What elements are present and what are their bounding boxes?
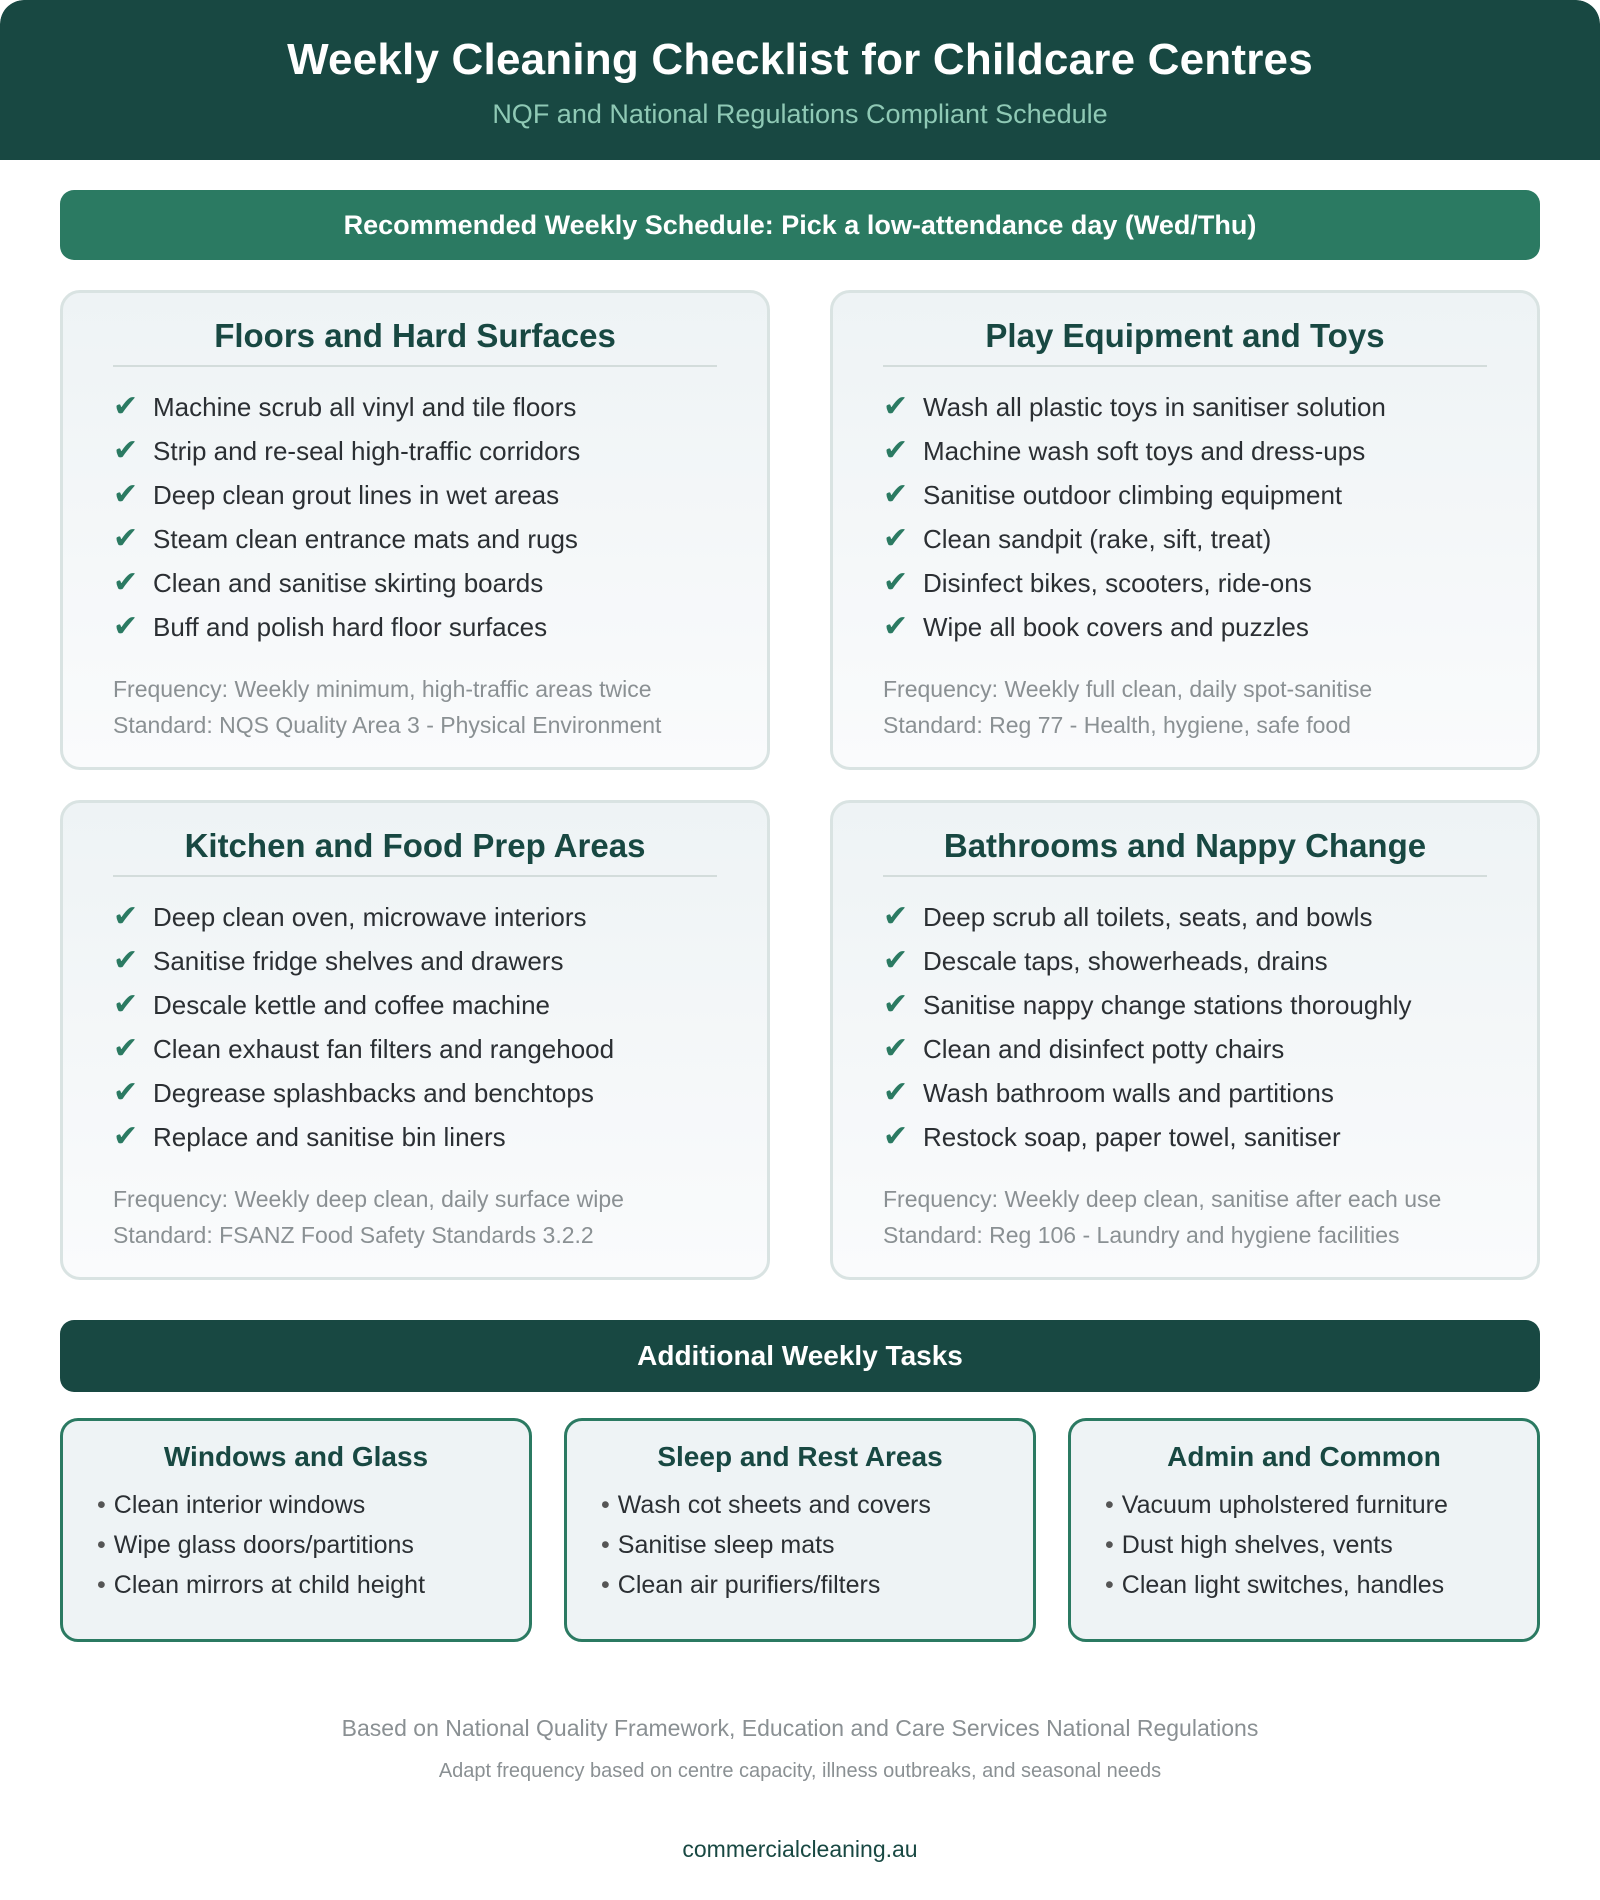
task-label: Clean light switches, handles [1121, 1571, 1445, 1599]
list-item [113, 429, 717, 473]
check-icon: ✔ [883, 565, 909, 600]
list-item [883, 1115, 1487, 1159]
bullet-dot: • [601, 1531, 610, 1559]
task-label: Clean interior windows [113, 1491, 366, 1519]
task-label: Descale kettle and coffee machine [153, 990, 550, 1020]
task-label: Degrease splashbacks and benchtops [153, 1078, 594, 1108]
check-icon: ✔ [883, 987, 909, 1022]
check-icon: ✔ [883, 1119, 909, 1154]
task-list [113, 895, 717, 1159]
task-label: Strip and re-seal high-traffic corridors [153, 436, 581, 466]
list-item [113, 385, 717, 429]
list-item [601, 1485, 999, 1525]
standard-text: Standard: NQS Quality Area 3 - Physical Environment [113, 712, 662, 738]
bullet-dot: • [601, 1491, 610, 1519]
task-label: Descale taps, showerheads, drains [923, 946, 1328, 976]
list-item [883, 939, 1487, 983]
bullet-dot: • [1105, 1531, 1114, 1559]
list-item [883, 429, 1487, 473]
task-label: Wipe all book covers and puzzles [923, 612, 1309, 642]
box-title: Admin and Common [1167, 1441, 1441, 1472]
list-item [113, 1115, 717, 1159]
task-list [113, 385, 717, 649]
task-label: Wash all plastic toys in sanitiser solution [923, 392, 1386, 422]
check-icon: ✔ [883, 477, 909, 512]
check-icon: ✔ [883, 943, 909, 978]
list-item [601, 1565, 999, 1605]
task-label: Clean sandpit (rake, sift, treat) [923, 524, 1272, 554]
check-icon: ✔ [883, 433, 909, 468]
list-item [883, 1071, 1487, 1115]
check-icon: ✔ [883, 389, 909, 424]
page-subtitle: NQF and National Regulations Compliant Schedule [492, 99, 1108, 129]
card-meta [883, 1181, 1487, 1253]
standard-text: Standard: FSANZ Food Safety Standards 3.2.2 [113, 1222, 594, 1248]
card-title: Floors and Hard Surfaces [113, 317, 717, 367]
check-icon: ✔ [113, 477, 139, 512]
task-label: Buff and polish hard floor surfaces [153, 612, 548, 642]
task-label: Sanitise nappy change stations thoroughly [923, 990, 1412, 1020]
list-item [113, 895, 717, 939]
bullet-dot: • [97, 1571, 106, 1599]
list-item [883, 473, 1487, 517]
card-floors [60, 290, 770, 770]
check-icon: ✔ [113, 987, 139, 1022]
task-label: Machine scrub all vinyl and tile floors [153, 392, 577, 422]
task-label: Vacuum upholstered furniture [1121, 1491, 1448, 1519]
card-title: Bathrooms and Nappy Change [883, 827, 1487, 877]
bullet-dot: • [1105, 1491, 1114, 1519]
list-item [113, 1071, 717, 1115]
list-item [113, 605, 717, 649]
bullet-dot: • [601, 1571, 610, 1599]
task-label: Clean exhaust fan filters and rangehood [153, 1034, 615, 1064]
task-label: Steam clean entrance mats and rugs [153, 524, 578, 554]
list-item [113, 473, 717, 517]
task-label: Clean air purifiers/filters [617, 1571, 881, 1599]
check-icon: ✔ [113, 433, 139, 468]
page-header [0, 0, 1600, 160]
check-icon: ✔ [113, 1075, 139, 1110]
task-label: Deep clean grout lines in wet areas [153, 480, 560, 510]
bullet-dot: • [97, 1531, 106, 1559]
check-icon: ✔ [883, 1031, 909, 1066]
list-item [113, 939, 717, 983]
check-icon: ✔ [113, 565, 139, 600]
page-title: Weekly Cleaning Checklist for Childcare Centres [287, 35, 1313, 84]
task-label: Wash bathroom walls and partitions [923, 1078, 1334, 1108]
standard-text: Standard: Reg 106 - Laundry and hygiene facilities [883, 1222, 1400, 1248]
bullet-dot: • [1105, 1571, 1114, 1599]
task-label: Sanitise fridge shelves and drawers [153, 946, 564, 976]
card-meta [883, 671, 1487, 743]
footer-website: commercialcleaning.au [682, 1836, 918, 1862]
list-item [883, 895, 1487, 939]
list-item [883, 605, 1487, 649]
check-icon: ✔ [113, 389, 139, 424]
card-meta [113, 1181, 717, 1253]
task-list [883, 895, 1487, 1159]
footer-note: Adapt frequency based on centre capacity, illness outbreaks, and seasonal needs [438, 1760, 1162, 1782]
box-title: Sleep and Rest Areas [657, 1441, 943, 1472]
box-windows [60, 1418, 532, 1642]
check-icon: ✔ [883, 609, 909, 644]
list-item [883, 385, 1487, 429]
list-item [601, 1525, 999, 1565]
task-label: Restock soap, paper towel, sanitiser [923, 1122, 1341, 1152]
task-label: Clean and disinfect potty chairs [923, 1034, 1285, 1064]
list-item [113, 983, 717, 1027]
schedule-banner: Recommended Weekly Schedule: Pick a low-attendance day (Wed/Thu) [60, 190, 1540, 260]
card-title: Kitchen and Food Prep Areas [113, 827, 717, 877]
task-label: Sanitise outdoor climbing equipment [923, 480, 1343, 510]
task-label: Disinfect bikes, scooters, ride-ons [923, 568, 1312, 598]
card-kitchen [60, 800, 770, 1280]
list-item [113, 1027, 717, 1071]
footer-source: Based on National Quality Framework, Education and Care Services National Regulations [341, 1715, 1259, 1741]
list-item [113, 517, 717, 561]
task-label: Replace and sanitise bin liners [153, 1122, 506, 1152]
task-list [883, 385, 1487, 649]
check-icon: ✔ [113, 1119, 139, 1154]
list-item [97, 1525, 495, 1565]
task-label: Wash cot sheets and covers [617, 1491, 931, 1519]
additional-tasks-banner: Additional Weekly Tasks [60, 1320, 1540, 1392]
list-item [97, 1565, 495, 1605]
task-label: Dust high shelves, vents [1121, 1531, 1393, 1559]
task-label: Deep clean oven, microwave interiors [153, 902, 587, 932]
task-label: Deep scrub all toilets, seats, and bowls [923, 902, 1373, 932]
task-list [1105, 1485, 1503, 1605]
check-icon: ✔ [883, 521, 909, 556]
task-label: Wipe glass doors/partitions [113, 1531, 414, 1559]
task-label: Clean and sanitise skirting boards [153, 568, 544, 598]
frequency-text: Frequency: Weekly full clean, daily spot-sanitise [883, 676, 1373, 702]
frequency-text: Frequency: Weekly deep clean, sanitise after each use [883, 1186, 1442, 1212]
box-admin [1068, 1418, 1540, 1642]
task-label: Machine wash soft toys and dress-ups [923, 436, 1366, 466]
task-list [601, 1485, 999, 1605]
list-item [97, 1485, 495, 1525]
list-item [883, 517, 1487, 561]
task-list [97, 1485, 495, 1605]
list-item [883, 561, 1487, 605]
card-play-equipment [830, 290, 1540, 770]
check-icon: ✔ [883, 1075, 909, 1110]
card-meta [113, 671, 717, 743]
check-icon: ✔ [113, 899, 139, 934]
list-item [113, 561, 717, 605]
check-icon: ✔ [113, 521, 139, 556]
box-sleep [564, 1418, 1036, 1642]
list-item [883, 983, 1487, 1027]
task-label: Sanitise sleep mats [617, 1531, 835, 1559]
list-item [1105, 1485, 1503, 1525]
standard-text: Standard: Reg 77 - Health, hygiene, safe food [883, 712, 1351, 738]
task-label: Clean mirrors at child height [113, 1571, 426, 1599]
check-icon: ✔ [113, 943, 139, 978]
check-icon: ✔ [883, 899, 909, 934]
box-title: Windows and Glass [163, 1441, 429, 1472]
list-item [1105, 1525, 1503, 1565]
check-icon: ✔ [113, 609, 139, 644]
card-title: Play Equipment and Toys [883, 317, 1487, 367]
card-bathrooms [830, 800, 1540, 1280]
bullet-dot: • [97, 1491, 106, 1519]
list-item [883, 1027, 1487, 1071]
frequency-text: Frequency: Weekly minimum, high-traffic areas twice [113, 676, 652, 702]
list-item [1105, 1565, 1503, 1605]
frequency-text: Frequency: Weekly deep clean, daily surface wipe [113, 1186, 624, 1212]
check-icon: ✔ [113, 1031, 139, 1066]
